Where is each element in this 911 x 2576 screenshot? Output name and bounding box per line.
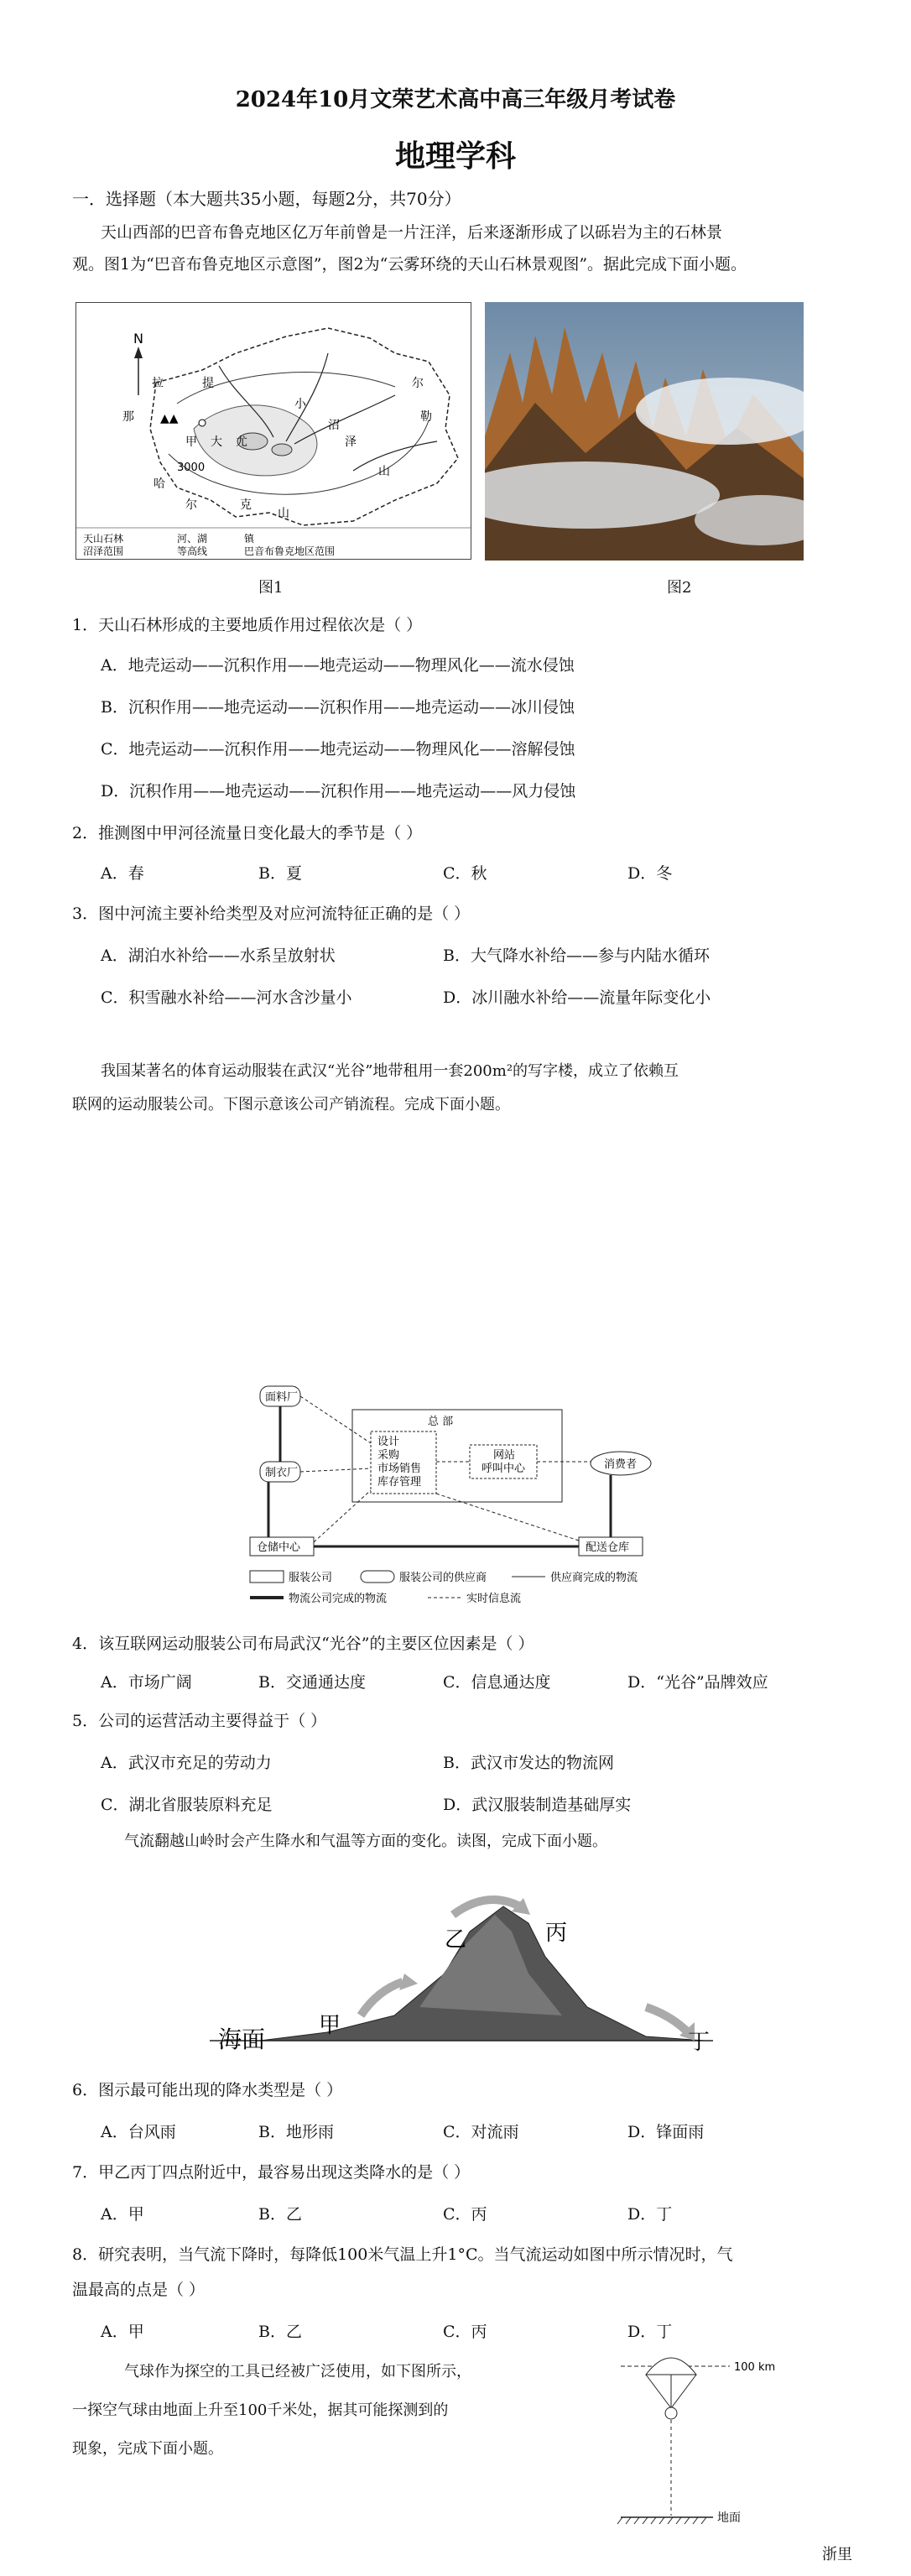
svg-text:甲: 甲 (185, 435, 197, 449)
svg-text:库存管理: 库存管理 (377, 1476, 422, 1489)
svg-text:山: 山 (278, 507, 289, 520)
svg-text:沼: 沼 (328, 419, 340, 432)
q2-option-d[interactable]: D．冬 (627, 864, 673, 883)
figure1-map (75, 302, 471, 560)
ground-label: 地面 (717, 2511, 741, 2525)
svg-text:实时信息流: 实时信息流 (466, 1593, 522, 1605)
q5-option-b[interactable]: B．武汉市发达的物流网 (443, 1754, 614, 1772)
q4-option-c[interactable]: C．信息通达度 (443, 1673, 551, 1692)
svg-text:山: 山 (378, 465, 390, 478)
q3-option-a[interactable]: A．湖泊水补给——水系呈放射状 (101, 946, 336, 965)
legend-contour: 等高线 (177, 545, 208, 557)
q4-option-b[interactable]: B．交通通达度 (258, 1673, 366, 1692)
q7-option-c[interactable]: C．丙 (443, 2205, 487, 2224)
figure2-photo (485, 302, 804, 561)
q6-option-d[interactable]: D．锋面雨 (627, 2123, 705, 2141)
legend-town: 镇 (244, 533, 255, 545)
q3-option-b[interactable]: B．大气降水补给——参与内陆水循环 (443, 946, 710, 965)
q8-option-b[interactable]: B．乙 (258, 2323, 302, 2341)
legend-region: 巴音布鲁克地区范围 (244, 545, 336, 557)
q1-option-a[interactable]: A．地壳运动——沉积作用——地壳运动——物理风化——流水侵蚀 (101, 656, 575, 675)
q8-option-a[interactable]: A．甲 (101, 2323, 144, 2341)
q4-option-a[interactable]: A．市场广阔 (101, 1673, 192, 1692)
legend-stone-forest: 天山石林 (83, 533, 124, 545)
passage3: 气流翻越山岭时会产生降水和气温等方面的变化。读图，完成下面小题。 (124, 1833, 607, 1850)
north-label: N (133, 331, 143, 347)
sea-label: 海面 (218, 2026, 266, 2053)
delivery-label: 配送仓库 (586, 1541, 630, 1554)
svg-text:设计: 设计 (377, 1436, 400, 1448)
q6-option-a[interactable]: A．台风雨 (101, 2123, 176, 2141)
passage4-line3: 现象，完成下面小题。 (72, 2440, 223, 2458)
svg-text:呼叫中心: 呼叫中心 (482, 1463, 526, 1475)
q7-stem: 7．甲乙丙丁四点附近中，最容易出现这类降水的是（ ） (72, 2163, 471, 2182)
q2-option-c[interactable]: C．秋 (443, 864, 487, 883)
q6-option-b[interactable]: B．地形雨 (258, 2123, 334, 2141)
point-jia: 甲 (319, 2013, 341, 2038)
svg-text:尤: 尤 (236, 435, 247, 449)
legend-swamp: 沼泽范围 (83, 545, 124, 557)
passage1-line2: 观。图1为“巴音布鲁克地区示意图”，图2为“云雾环绕的天山石林景观图”。据此完成下面小题。 (72, 255, 747, 274)
svg-text:服装公司: 服装公司 (289, 1572, 333, 1584)
q7-option-b[interactable]: B．乙 (258, 2205, 302, 2224)
svg-text:拉: 拉 (152, 377, 164, 390)
garment-factory-label: 制衣厂 (265, 1467, 299, 1479)
q1-option-c[interactable]: C．地壳运动——沉积作用——地壳运动——物理风化——溶解侵蚀 (101, 740, 575, 759)
svg-text:勒: 勒 (420, 410, 432, 424)
q3-option-d[interactable]: D．冰川融水补给——流量年际变化小 (443, 988, 711, 1007)
hq-label: 总 部 (428, 1416, 454, 1428)
svg-text:物流公司完成的物流: 物流公司完成的物流 (289, 1593, 388, 1605)
q4-option-d[interactable]: D．“光谷”品牌效应 (627, 1673, 768, 1692)
q7-option-d[interactable]: D．丁 (627, 2205, 673, 2224)
figure1-caption: 图1 (258, 579, 284, 597)
svg-text:大: 大 (211, 435, 222, 449)
q2-stem: 2．推测图中甲河径流量日变化最大的季节是（ ） (72, 824, 423, 842)
q7-option-a[interactable]: A．甲 (101, 2205, 144, 2224)
q6-option-c[interactable]: C．对流雨 (443, 2123, 519, 2141)
q5-option-a[interactable]: A．武汉市充足的劳动力 (101, 1754, 272, 1772)
svg-text:克: 克 (240, 498, 252, 512)
svg-text:服装公司的供应商: 服装公司的供应商 (399, 1572, 487, 1584)
passage4-line1: 气球作为探空的工具已经被广泛使用，如下图所示， (124, 2363, 471, 2380)
height-label: 100 km (734, 2361, 776, 2374)
q2-option-a[interactable]: A．春 (101, 864, 144, 883)
supply-flow-diagram (243, 1376, 679, 1611)
q1-stem: 1．天山石林形成的主要地质作用过程依次是（ ） (72, 616, 423, 634)
passage2-line1: 我国某著名的体育运动服装在武汉“光谷”地带租用一套200m²的写字楼，成立了依赖互 (101, 1062, 679, 1080)
svg-text:泽: 泽 (345, 435, 357, 449)
subject-title: 地理学科 (394, 138, 516, 174)
point-yi: 乙 (445, 1927, 467, 1953)
svg-text:供应商完成的物流: 供应商完成的物流 (550, 1572, 638, 1584)
q6-stem: 6．图示最可能出现的降水类型是（ ） (72, 2081, 343, 2099)
figure2-caption: 图2 (667, 579, 692, 597)
balloon-diagram (612, 2341, 797, 2542)
svg-text:市场销售: 市场销售 (377, 1463, 422, 1475)
svg-text:尔: 尔 (185, 498, 197, 512)
footer-watermark: 浙里 (822, 2546, 852, 2563)
q1-option-b[interactable]: B．沉积作用——地壳运动——沉积作用——地壳运动——冰川侵蚀 (101, 698, 575, 717)
q2-option-b[interactable]: B．夏 (258, 864, 302, 883)
q5-stem: 5．公司的运营活动主要得益于（ ） (72, 1712, 327, 1730)
passage4-line2: 一探空气球由地面上升至100千米处，据其可能探测到的 (72, 2401, 449, 2419)
exam-title: 2024年10月文荣艺术高中高三年级月考试卷 (235, 87, 676, 112)
q8-option-c[interactable]: C．丙 (443, 2323, 487, 2341)
probe-icon (665, 2407, 677, 2419)
q3-stem: 3．图中河流主要补给类型及对应河流特征正确的是（ ） (72, 905, 471, 923)
point-ding: 丁 (688, 2030, 711, 2055)
q4-stem: 4．该互联网运动服装公司布局武汉“光谷”的主要区位因素是（ ） (72, 1635, 534, 1653)
q5-option-d[interactable]: D．武汉服装制造基础厚实 (443, 1796, 632, 1814)
fabric-factory-label: 面料厂 (265, 1391, 299, 1404)
svg-text:小: 小 (294, 398, 306, 411)
svg-text:网站: 网站 (493, 1449, 516, 1462)
q8-option-d[interactable]: D．丁 (627, 2323, 673, 2341)
svg-text:提: 提 (202, 377, 214, 390)
mountain-airflow-diagram (210, 1873, 713, 2057)
section-heading: 一．选择题（本大题共35小题，每题2分，共70分） (72, 189, 461, 209)
stone-forest-icon: ▲▲ (160, 412, 179, 425)
consumer-label: 消费者 (604, 1458, 638, 1471)
svg-text:哈: 哈 (154, 477, 165, 491)
q3-option-c[interactable]: C．积雪融水补给——河水含沙量小 (101, 988, 352, 1007)
q8-stem-line2: 温最高的点是（ ） (72, 2281, 206, 2299)
q5-option-c[interactable]: C．湖北省服装原料充足 (101, 1796, 273, 1814)
warehouse-label: 仓储中心 (257, 1541, 301, 1554)
svg-text:尔: 尔 (412, 377, 424, 390)
svg-text:那: 那 (122, 410, 134, 424)
svg-text:采购: 采购 (377, 1449, 400, 1462)
q8-stem-line1: 8．研究表明，当气流下降时，每降低100米气温上升1°C。当气流运动如图中所示情况时，气 (72, 2245, 733, 2264)
legend-river-lake: 河、湖 (177, 533, 208, 545)
point-bing: 丙 (545, 1921, 568, 1946)
parachute-icon (646, 2358, 696, 2375)
passage1-line1: 天山西部的巴音布鲁克地区亿万年前曾是一片汪洋，后来逐渐形成了以砾岩为主的石林景 (101, 223, 723, 242)
passage2-line2: 联网的运动服装公司。下图示意该公司产销流程。完成下面小题。 (72, 1096, 510, 1113)
svg-text:3000: 3000 (177, 461, 206, 474)
q1-option-d[interactable]: D．沉积作用——地壳运动——沉积作用——地壳运动——风力侵蚀 (101, 782, 576, 800)
